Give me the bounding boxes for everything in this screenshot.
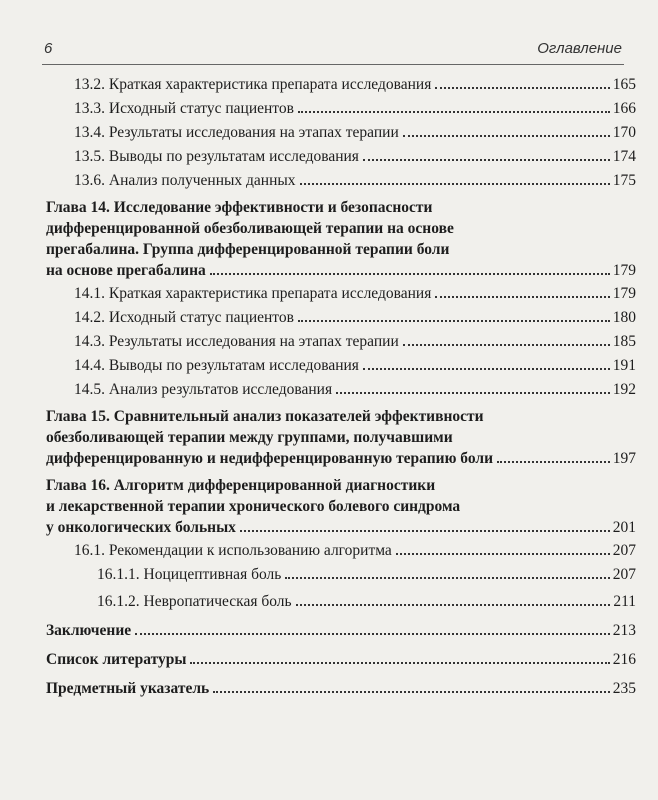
leader-dots (435, 296, 609, 298)
toc-entry-13-6[interactable]: 13.6. Анализ полученных данных 175 (74, 172, 636, 189)
toc-entry-13-2[interactable]: 13.2. Краткая характеристика препарата исследования 165 (74, 76, 636, 93)
leader-dots (435, 87, 609, 89)
toc-page: 170 (612, 124, 636, 141)
toc-chapter-16[interactable]: Глава 16. Алгоритм дифференцированной диагностики и лекарственной терапии хронического болевого синдрома у онкологических больных 201 (46, 477, 636, 536)
toc-page: 207 (612, 542, 636, 559)
toc-page: 174 (612, 148, 636, 165)
toc-entry-16-1-1[interactable]: 16.1.1. Ноцицептивная боль 207 (97, 566, 636, 583)
toc-page: 192 (612, 381, 636, 398)
leader-dots (285, 577, 609, 579)
leader-dots (396, 553, 610, 555)
toc-page: 197 (612, 450, 636, 467)
toc-page: 179 (612, 285, 636, 302)
toc-entry-13-4[interactable]: 13.4. Результаты исследования на этапах терапии 170 (74, 124, 636, 141)
toc-entry-16-1-2[interactable]: 16.1.2. Невропатическая боль 211 (97, 593, 636, 610)
toc-entry-13-5[interactable]: 13.5. Выводы по результатам исследования 174 (74, 148, 636, 165)
toc-entry-14-1[interactable]: 14.1. Краткая характеристика препарата исследования 179 (74, 285, 636, 302)
toc-entry-references[interactable]: Список литературы 216 (46, 651, 636, 668)
toc-entry-conclusion[interactable]: Заключение 213 (46, 622, 636, 639)
leader-dots (300, 183, 610, 185)
toc-page: 180 (612, 309, 636, 326)
toc-page: 211 (613, 593, 636, 610)
toc-entry-14-4[interactable]: 14.4. Выводы по результатам исследования 191 (74, 357, 636, 374)
table-of-contents (42, 74, 636, 703)
leader-dots (298, 111, 610, 113)
toc-page: 216 (612, 651, 636, 668)
toc-page: 213 (612, 622, 636, 639)
leader-dots (296, 604, 611, 606)
toc-page: 175 (612, 172, 636, 189)
toc-page: 185 (612, 333, 636, 350)
leader-dots (497, 461, 610, 463)
toc-entry-14-5[interactable]: 14.5. Анализ результатов исследования 192 (74, 381, 636, 398)
toc-entry-16-1[interactable]: 16.1. Рекомендации к использованию алгоритма 207 (74, 542, 636, 559)
toc-page: 165 (612, 76, 636, 93)
page-number: 6 (44, 40, 53, 57)
running-header (42, 40, 624, 65)
toc-entry-14-3[interactable]: 14.3. Результаты исследования на этапах терапии 185 (74, 333, 636, 350)
leader-dots (213, 691, 610, 693)
toc-page: 201 (612, 519, 636, 536)
leader-dots (363, 159, 610, 161)
leader-dots (298, 320, 610, 322)
leader-dots (403, 344, 610, 346)
toc-page: 179 (612, 262, 636, 279)
toc-page: 207 (612, 566, 636, 583)
leader-dots (190, 662, 609, 664)
toc-entry-14-2[interactable]: 14.2. Исходный статус пациентов 180 (74, 309, 636, 326)
toc-page: 235 (612, 680, 636, 697)
toc-entry-13-3[interactable]: 13.3. Исходный статус пациентов 166 (74, 100, 636, 117)
toc-page: 166 (612, 100, 636, 117)
leader-dots (336, 392, 610, 394)
running-title: Оглавление (537, 40, 622, 57)
leader-dots (403, 135, 610, 137)
leader-dots (363, 368, 610, 370)
leader-dots (210, 273, 610, 275)
toc-chapter-14[interactable]: Глава 14. Исследование эффективности и безопасности дифференцированной обезболивающей терапии на основе прегабалина. Группа дифференцированной терапии боли на основе прегабалина 179 (46, 199, 636, 279)
toc-chapter-15[interactable]: Глава 15. Сравнительный анализ показателей эффективности обезболивающей терапии между группами, получавшими дифференцированную и недифференцированную терапию боли 197 (46, 408, 636, 467)
toc-page: 191 (612, 357, 636, 374)
leader-dots (240, 530, 610, 532)
toc-entry-index[interactable]: Предметный указатель 235 (46, 680, 636, 697)
leader-dots (135, 633, 610, 635)
